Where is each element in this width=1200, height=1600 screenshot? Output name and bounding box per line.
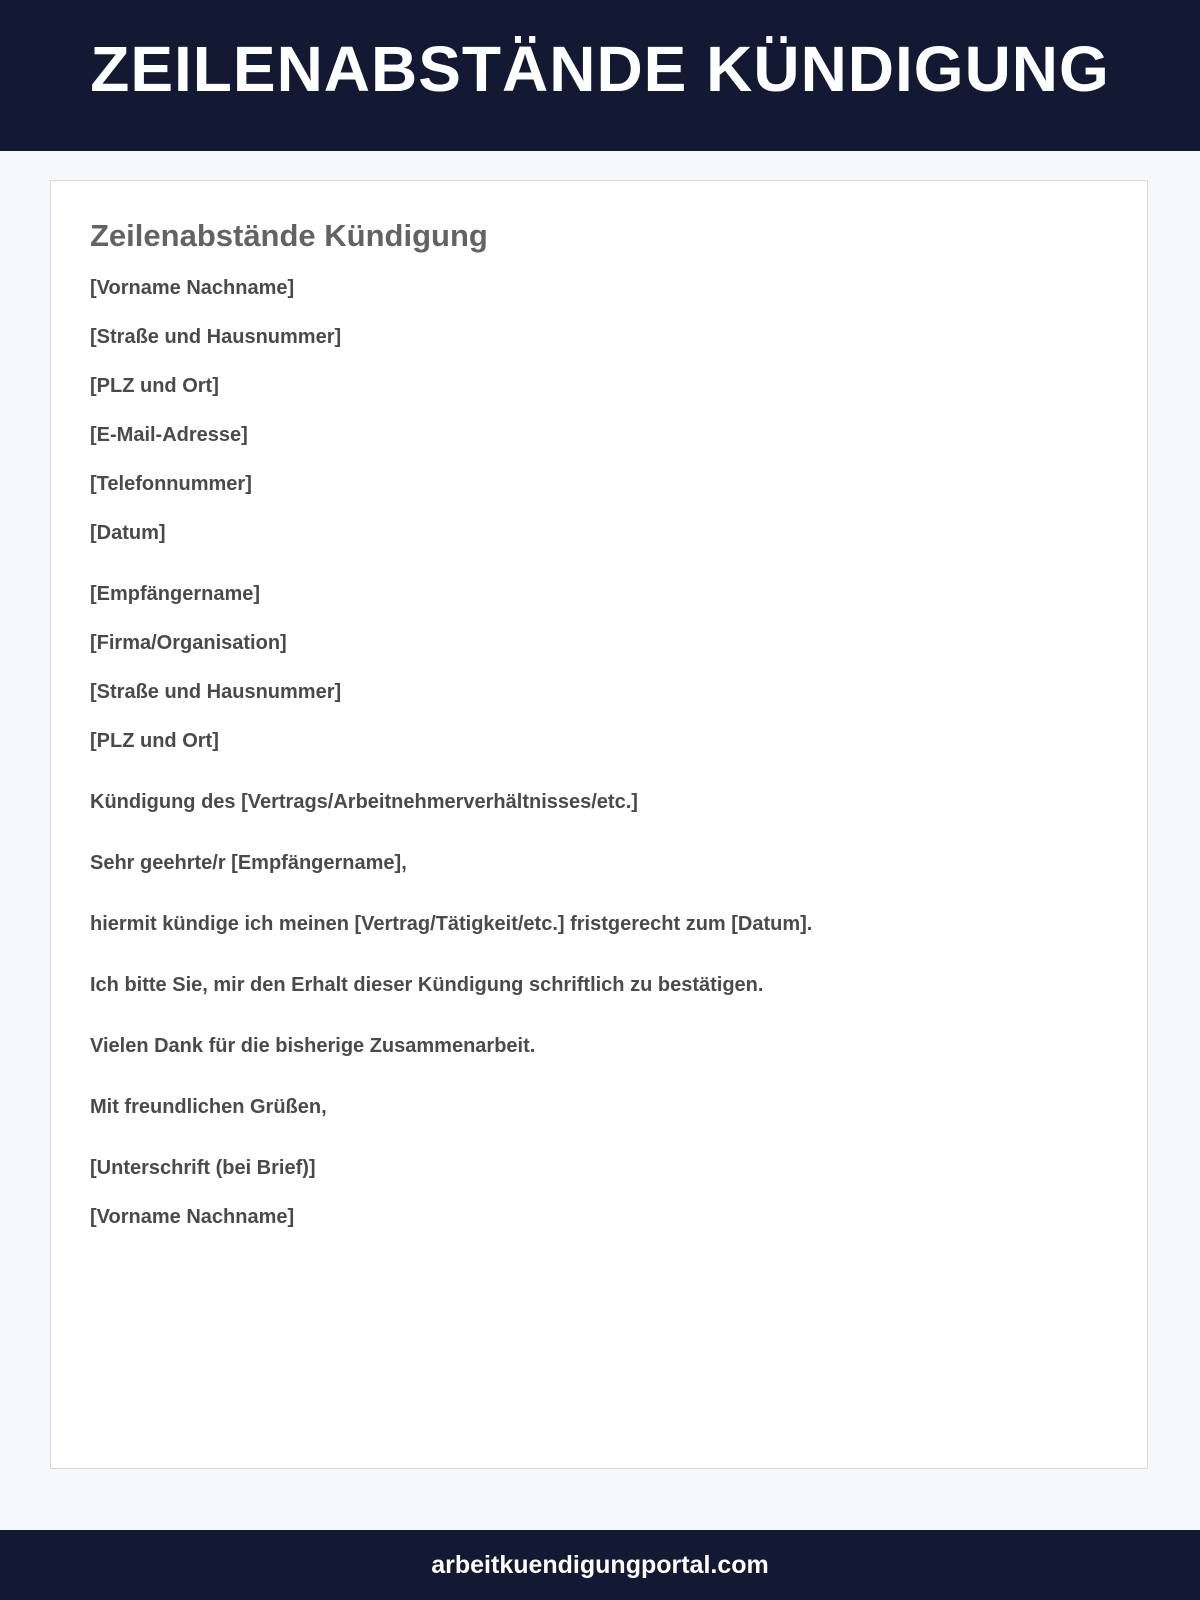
signature-placeholder: [Unterschrift (bei Brief)] <box>90 1157 316 1179</box>
subject-line: Kündigung des [Vertrags/Arbeitnehmerverhältnisses/etc.] <box>90 791 638 813</box>
sender-date: [Datum] <box>90 522 166 544</box>
footer-site: arbeitkuendigungportal.com <box>431 1550 769 1579</box>
sender-phone: [Telefonnummer] <box>90 473 252 495</box>
document-title: Zeilenabstände Kündigung <box>90 218 488 253</box>
sender-city: [PLZ und Ort] <box>90 375 219 397</box>
closing: Mit freundlichen Grüßen, <box>90 1096 327 1118</box>
salutation: Sehr geehrte/r [Empfängername], <box>90 852 407 874</box>
body-paragraph: hiermit kündige ich meinen [Vertrag/Tätigkeit/etc.] fristgerecht zum [Datum]. <box>90 913 813 935</box>
body-paragraph: Vielen Dank für die bisherige Zusammenarbeit. <box>90 1035 536 1057</box>
page-header <box>0 0 1200 151</box>
signature-name: [Vorname Nachname] <box>90 1206 295 1228</box>
sender-name: [Vorname Nachname] <box>90 277 295 299</box>
sender-email: [E-Mail-Adresse] <box>90 424 248 446</box>
header-title: ZEILENABSTÄNDE KÜNDIGUNG <box>90 32 1110 105</box>
recipient-name: [Empfängername] <box>90 583 261 605</box>
page-footer <box>0 1530 1200 1600</box>
recipient-city: [PLZ und Ort] <box>90 730 219 752</box>
recipient-company: [Firma/Organisation] <box>90 632 287 654</box>
body-paragraph: Ich bitte Sie, mir den Erhalt dieser Kündigung schriftlich zu bestätigen. <box>90 974 764 996</box>
sender-street: [Straße und Hausnummer] <box>90 326 342 348</box>
letter-card <box>50 180 1148 1469</box>
recipient-street: [Straße und Hausnummer] <box>90 681 342 703</box>
